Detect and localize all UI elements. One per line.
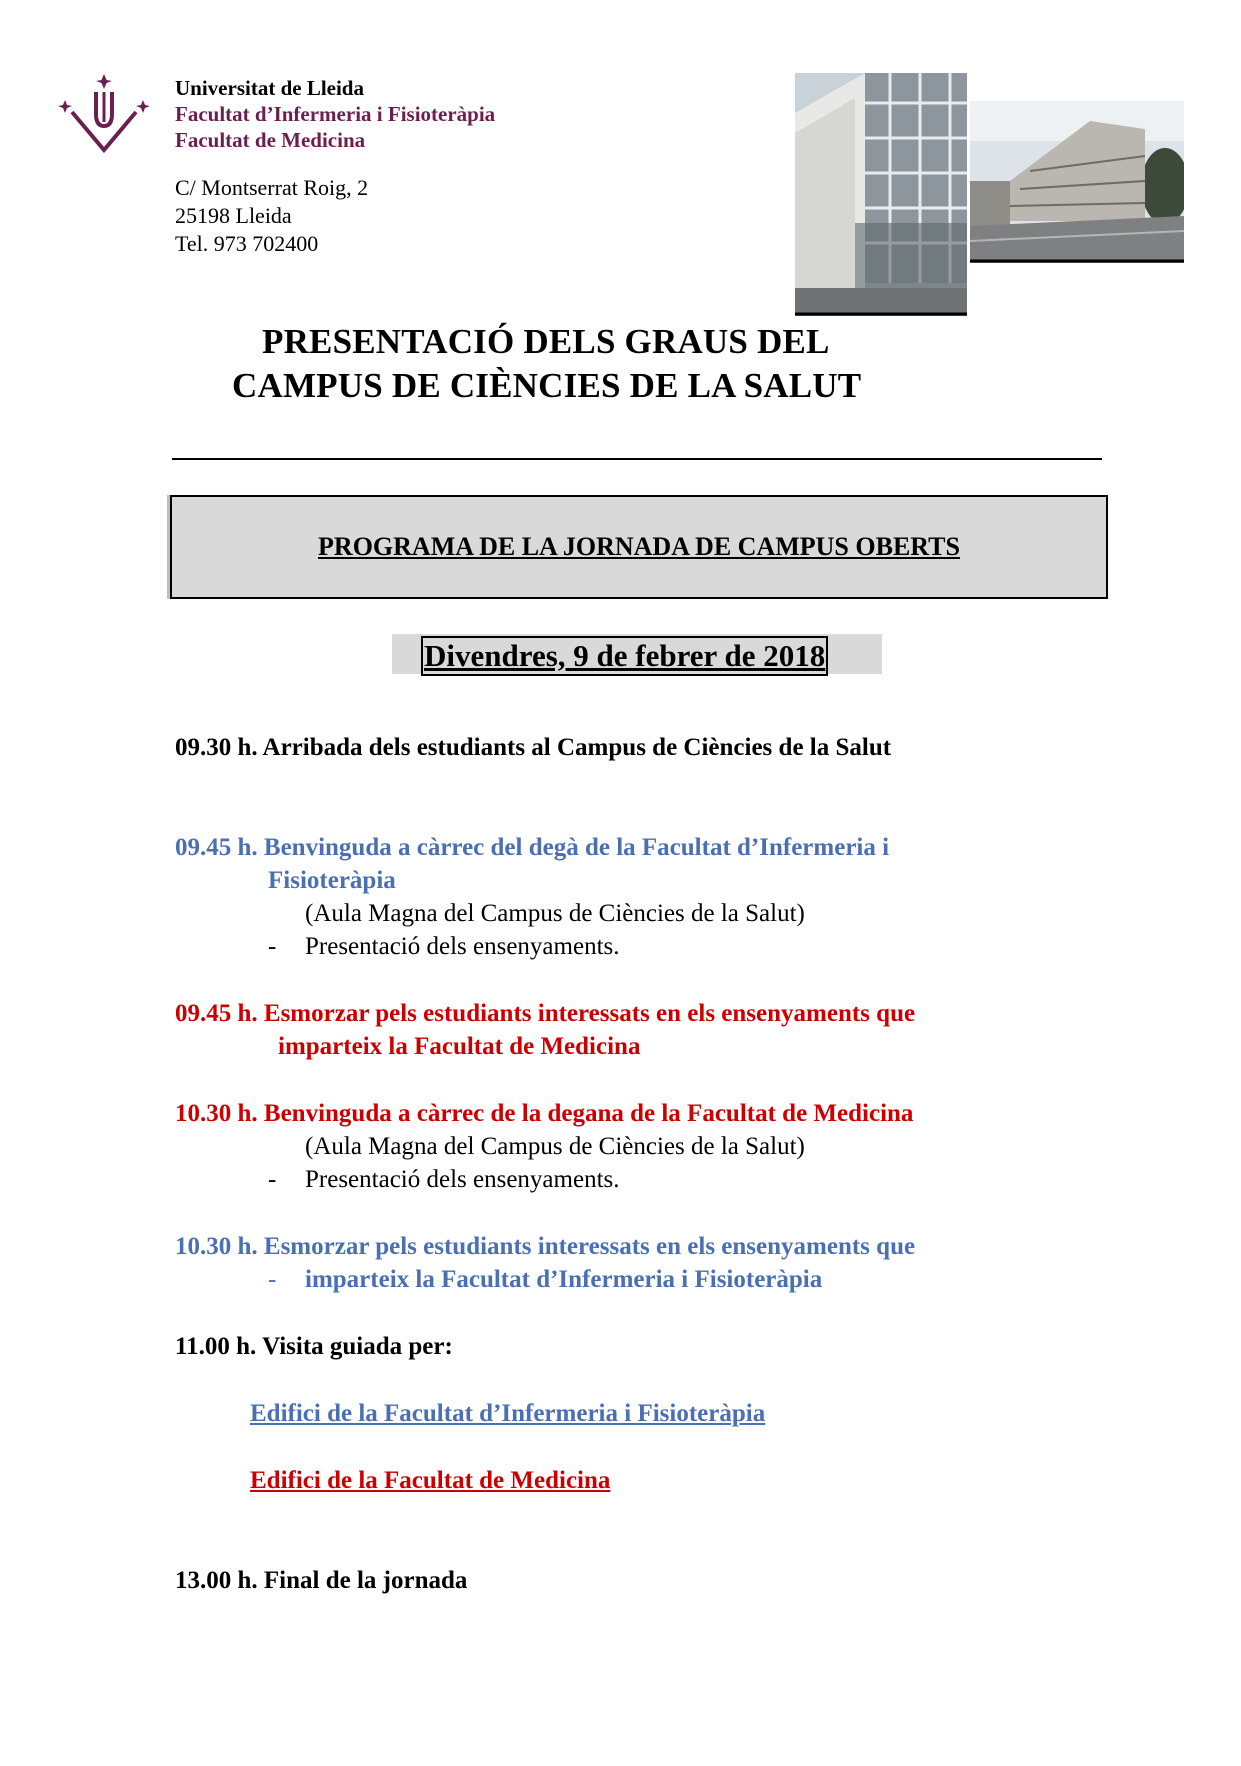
schedule-item-location: (Aula Magna del Campus de Ciències de la Salut)	[305, 900, 805, 927]
address-street: C/ Montserrat Roig, 2	[175, 175, 369, 200]
event-date: Divendres, 9 de febrer de 2018	[421, 636, 828, 676]
schedule-item-arrival: 09.30 h. Arribada dels estudiants al Campus de Ciències de la Salut	[175, 734, 892, 761]
link-medicine-building[interactable]: Edifici de la Facultat de Medicina	[250, 1467, 611, 1494]
link-nursing-building[interactable]: Edifici de la Facultat d’Infermeria i Fisioteràpia	[250, 1400, 766, 1427]
schedule-item-presentation: Presentació dels ensenyaments.	[305, 1166, 620, 1193]
schedule-item-breakfast-nursing: 10.30 h. Esmorzar pels estudiants interessats en els ensenyaments que	[175, 1233, 916, 1260]
address-phone: Tel. 973 702400	[175, 231, 319, 256]
page-title-line-2: CAMPUS DE CIÈNCIES DE LA SALUT	[232, 366, 862, 405]
schedule-item-welcome-nursing: 09.45 h. Benvinguda a càrrec del degà de la Facultat d’Infermeria i	[175, 834, 890, 861]
address-city: 25198 Lleida	[175, 203, 292, 228]
schedule-item-breakfast-nursing-cont: imparteix la Facultat d’Infermeria i Fisioteràpia	[305, 1266, 823, 1293]
program-title: PROGRAMA DE LA JORNADA DE CAMPUS OBERTS	[318, 532, 960, 561]
schedule-item-location: (Aula Magna del Campus de Ciències de la Salut)	[305, 1133, 805, 1160]
program-box	[170, 495, 1108, 599]
bullet-dash: -	[268, 933, 277, 960]
schedule-item-welcome-nursing-cont: Fisioteràpia	[268, 867, 396, 894]
building-photo-2	[970, 101, 1184, 263]
schedule-item-presentation: Presentació dels ensenyaments.	[305, 933, 620, 960]
building-photo-1	[795, 73, 967, 316]
university-logo-icon	[56, 72, 152, 156]
faculty-nursing: Facultat d’Infermeria i Fisioteràpia	[175, 102, 496, 126]
schedule-item-breakfast-medicine: 09.45 h. Esmorzar pels estudiants interessats en els ensenyaments que	[175, 1000, 916, 1027]
faculty-medicine: Facultat de Medicina	[175, 128, 366, 152]
bullet-dash: -	[268, 1166, 277, 1193]
university-name: Universitat de Lleida	[175, 76, 364, 100]
schedule-item-guided-visit: 11.00 h. Visita guiada per:	[175, 1333, 453, 1360]
schedule-item-end: 13.00 h. Final de la jornada	[175, 1567, 468, 1594]
schedule-item-breakfast-medicine-cont: imparteix la Facultat de Medicina	[278, 1033, 641, 1060]
page-title-line-1: PRESENTACIÓ DELS GRAUS DEL	[262, 322, 830, 361]
bullet-dash: -	[268, 1266, 277, 1293]
divider	[172, 458, 1102, 460]
schedule-item-welcome-medicine: 10.30 h. Benvinguda a càrrec de la degana de la Facultat de Medicina	[175, 1100, 914, 1127]
